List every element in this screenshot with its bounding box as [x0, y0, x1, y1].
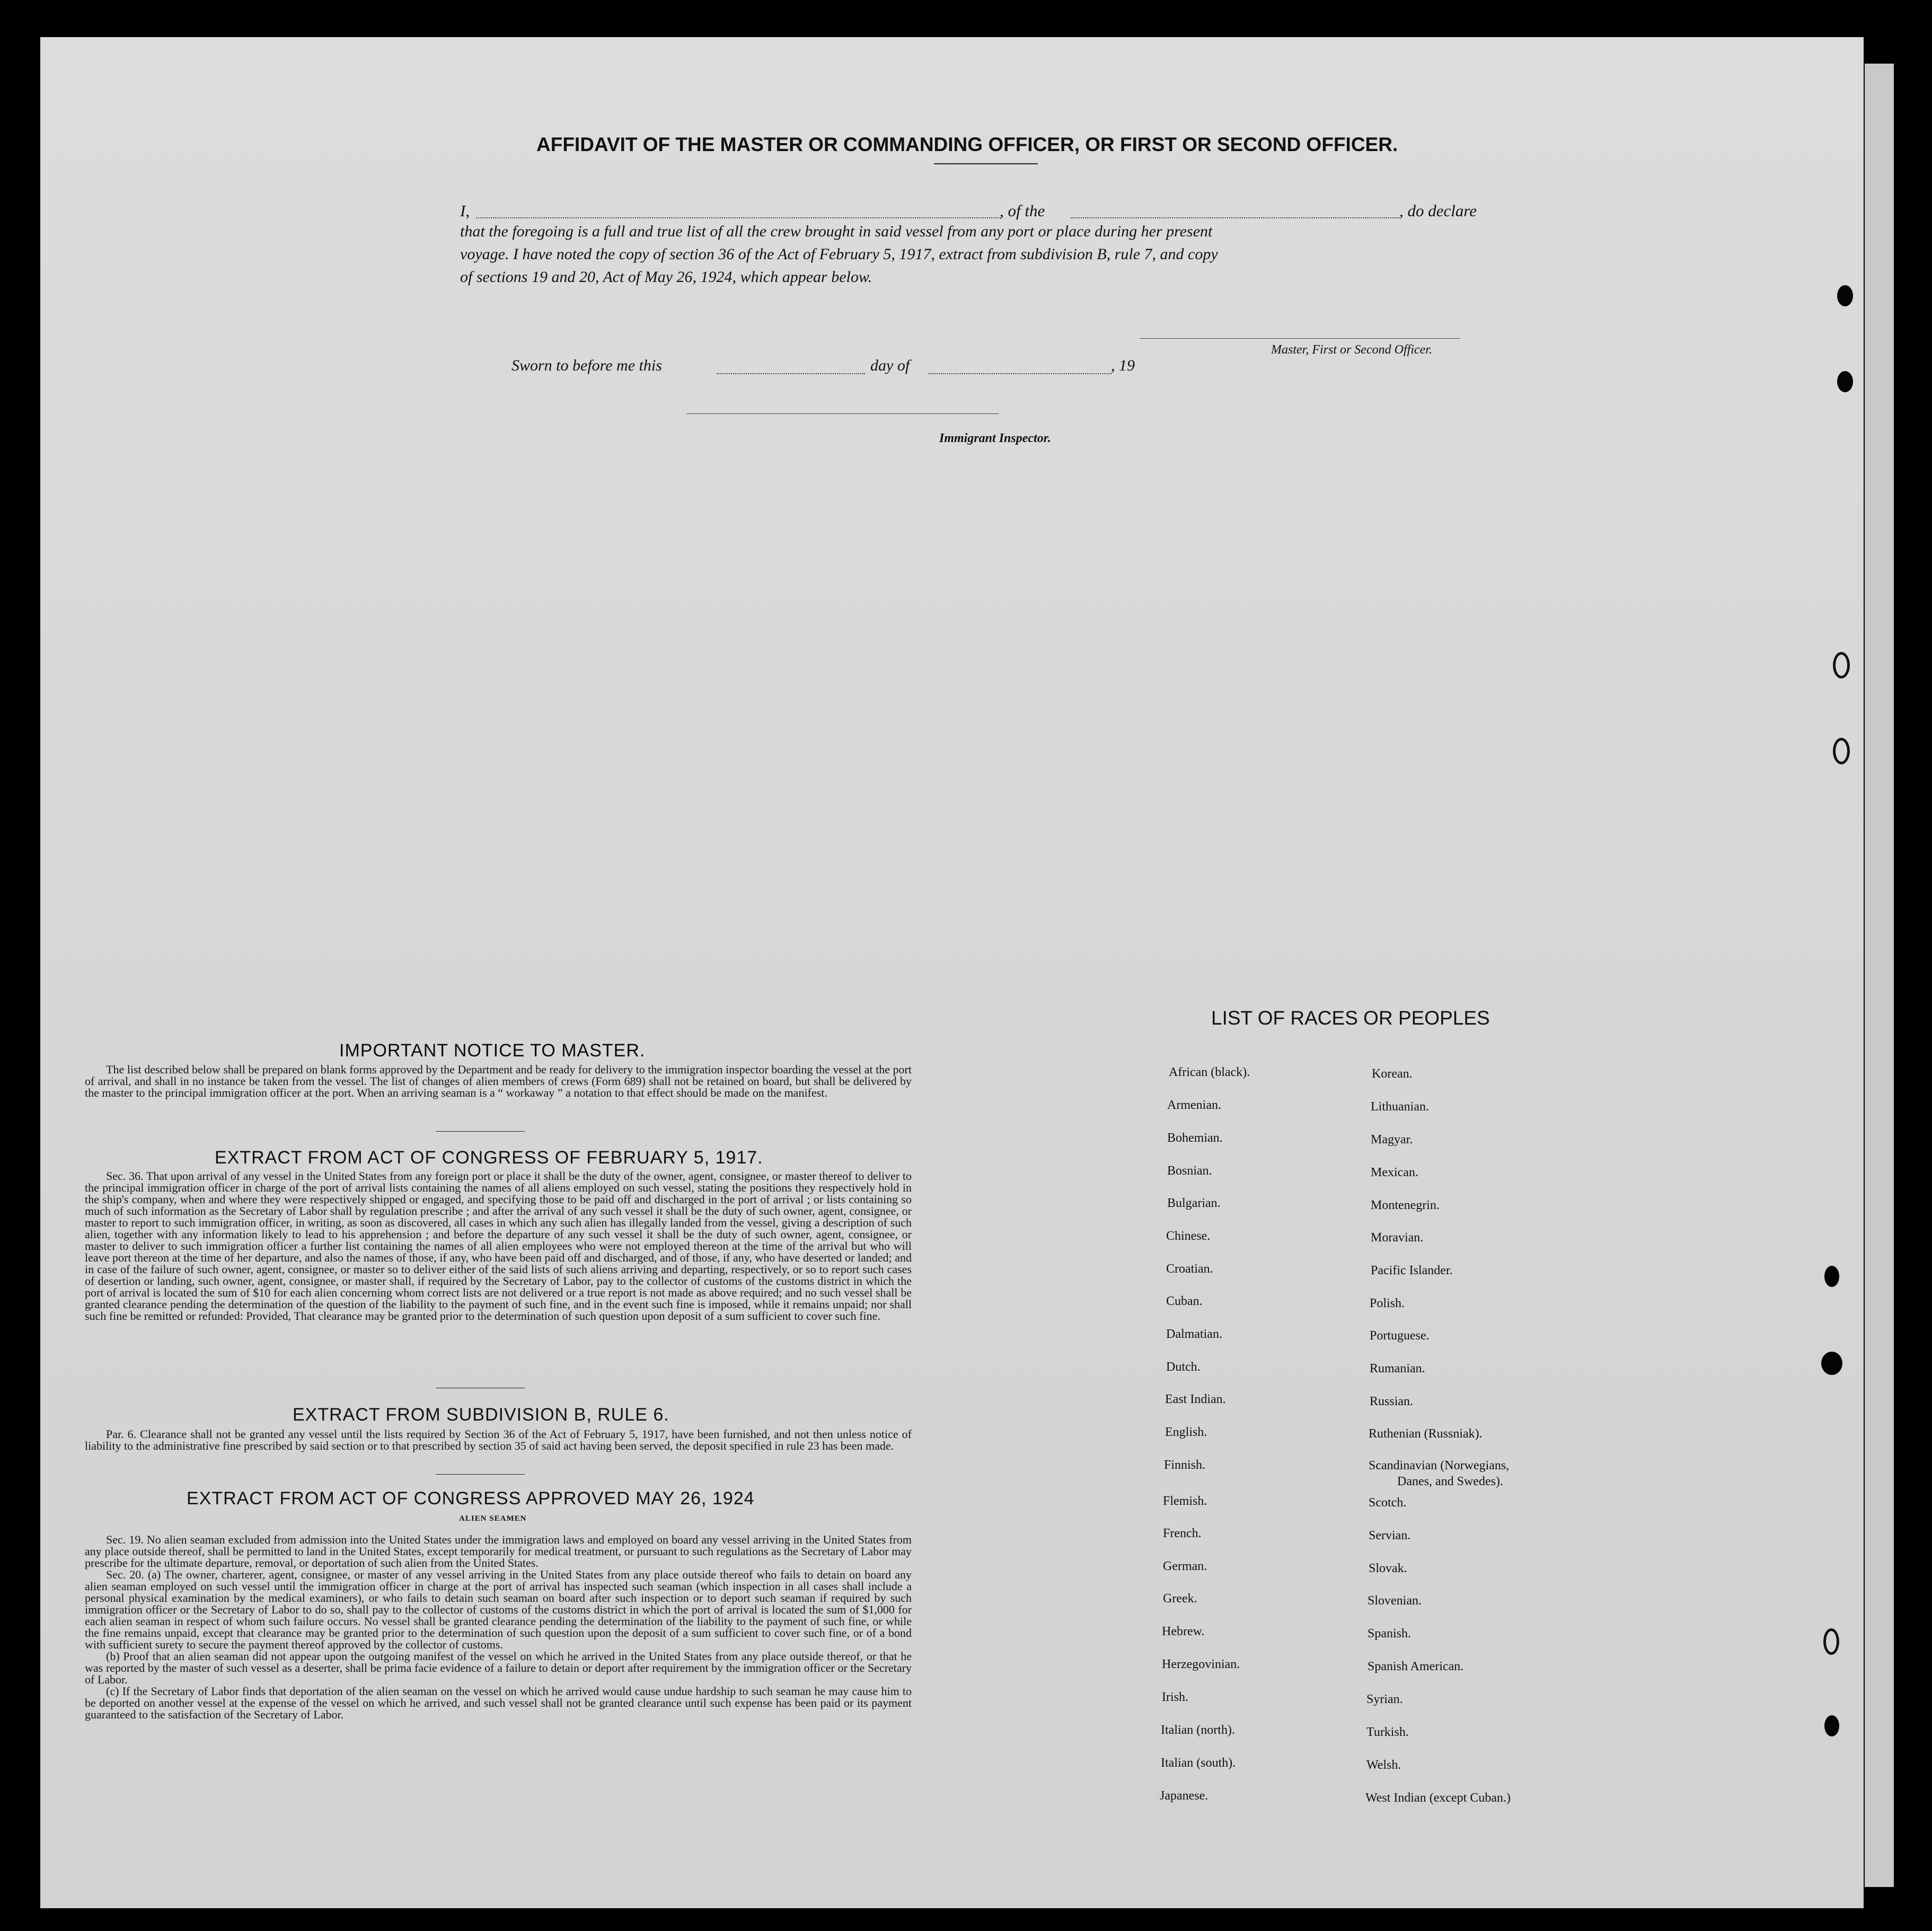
punch-hole — [1837, 371, 1853, 392]
master-signature-line[interactable] — [1140, 338, 1460, 339]
race-left-item: Bohemian. — [1167, 1131, 1223, 1145]
sworn-day-blank[interactable] — [717, 373, 865, 375]
races-title: LIST OF RACES OR PEOPLES — [1211, 1007, 1490, 1029]
race-right-item: West Indian (except Cuban.) — [1365, 1791, 1511, 1805]
declaration-line-3: of sections 19 and 20, Act of May 26, 1924, which appear below. — [460, 268, 872, 286]
race-left-item: Cuban. — [1166, 1294, 1203, 1308]
race-right-item: Welsh. — [1366, 1758, 1401, 1772]
race-left-item: English. — [1165, 1425, 1207, 1439]
race-right-item: Slovenian. — [1368, 1594, 1422, 1608]
declaration-line-2: voyage. I have noted the copy of section 36 of the Act of February 5, 1917, extract from subdivision B, rule 7, and copy — [460, 245, 1218, 263]
notice-paragraph: The list described below shall be prepared on blank forms approved by the Department and be ready for delivery to the immigration inspector boarding the vessel at the port of arrival, and shall in no instance be taken from the vessel. The list of changes of alien members of crews (Form 689) shall not be retained on board, but shall be delivered by the master to the principal immigration officer at the port. When an arriving seaman is a “ workaway ” a notation to that effect should be made on the manifest. — [85, 1063, 912, 1099]
race-right-item: Pacific Islander. — [1371, 1264, 1453, 1277]
alien-seamen-subtitle: ALIEN SEAMEN — [459, 1514, 527, 1523]
extract-1924-title: EXTRACT FROM ACT OF CONGRESS APPROVED MAY 26, 1924 — [187, 1488, 755, 1509]
race-right-item: Spanish. — [1368, 1627, 1411, 1641]
notice-divider — [436, 1131, 525, 1132]
extract-rule6-title: EXTRACT FROM SUBDIVISION B, RULE 6. — [293, 1405, 669, 1425]
race-left-item: Flemish. — [1163, 1494, 1207, 1508]
race-right-item: Scandinavian (Norwegians, — [1369, 1459, 1510, 1473]
extract-1917-title: EXTRACT FROM ACT OF CONGRESS OF FEBRUARY 5, 1917. — [215, 1148, 763, 1168]
race-left-item: Dutch. — [1166, 1360, 1201, 1374]
day-of-label: day of — [870, 357, 910, 374]
race-left-item: Armenian. — [1167, 1098, 1221, 1112]
race-left-item: Dalmatian. — [1166, 1327, 1222, 1341]
inspector-label: Immigrant Inspector. — [939, 431, 1051, 445]
sec-20a-paragraph: Sec. 20. (a) The owner, charterer, agent, consignee, or master of any vessel arriving in the United States from any place outside thereof who fails to detain on board any alien seaman employed on such vessel until the immigration officer in charge at the port of arrival has inspected such seaman (which inspection in all cases shall include a personal physical examination by the medical examiners), or who fails to detain such seaman on board after such inspection or to deport such seaman if required by such immigration officer or the Secretary of Labor to do so, shall pay to the collector of customs of the customs district in which the port of arrival is located the sum of $1,000 for each alien seaman in respect of whom such failure occurs. No vessel shall be granted clearance pending the determination of the liability to the payment of such fine, or while the fine remains unpaid, except that clearance may be granted prior to the determination of such question upon the deposit of a sum sufficient to cover such fine, or of a bond with sufficient surety to secure the payment thereof approved by the collector of customs. — [85, 1568, 912, 1651]
race-right-item: Moravian. — [1371, 1231, 1424, 1245]
race-right-item: Syrian. — [1366, 1692, 1403, 1706]
punch-hole — [1823, 1628, 1839, 1655]
bleed-through-header — [297, 127, 310, 162]
race-left-item: German. — [1163, 1559, 1207, 1573]
notice-title: IMPORTANT NOTICE TO MASTER. — [339, 1041, 646, 1061]
vessel-name-blank[interactable] — [1071, 217, 1399, 219]
punch-hole — [1821, 1352, 1842, 1375]
race-right-item: Danes, and Swedes). — [1397, 1475, 1503, 1488]
race-right-item: Rumanian. — [1370, 1362, 1425, 1375]
sworn-label: Sworn to before me this — [511, 357, 662, 374]
race-left-item: Irish. — [1162, 1690, 1188, 1704]
master-name-blank[interactable] — [476, 217, 1001, 219]
race-right-item: Slovak. — [1369, 1562, 1407, 1575]
punch-hole — [1833, 738, 1850, 764]
sec-20c-paragraph: (c) If the Secretary of Labor finds that deportation of the alien seaman on the vessel on which he arrived would cause undue hardship to such seaman he may cause him to be deported on another vessel at the expense of the vessel on which he arrived, and such vessel shall not be granted clearance until such expense has been paid or its payment guaranteed to the satisfaction of the Secretary of Labor. — [85, 1685, 912, 1721]
race-left-item: Chinese. — [1166, 1229, 1211, 1243]
sworn-year-label: , 19 — [1111, 357, 1135, 374]
race-left-item: Japanese. — [1160, 1789, 1208, 1803]
race-left-item: Finnish. — [1164, 1458, 1206, 1472]
affidavit-of-the-label: , of the — [1000, 201, 1045, 220]
race-left-item: Greek. — [1163, 1592, 1197, 1606]
race-left-item: Italian (north). — [1161, 1723, 1235, 1737]
affidavit-declare-label: , do declare — [1399, 201, 1477, 220]
sec-19-paragraph: Sec. 19. No alien seaman excluded from admission into the United States under the immigration laws and employed on board any vessel arriving in the United States from any place outside thereof, shall be permitted to land in the United States, except temporarily for medical treatment, or pursuant to such regulations as the Secretary of Labor may prescribe for the ultimate departure, removal, or deportation of such alien from the United States. — [85, 1533, 912, 1570]
race-right-item: Portuguese. — [1370, 1329, 1430, 1343]
sworn-month-blank[interactable] — [929, 373, 1111, 375]
punch-hole — [1833, 652, 1850, 678]
race-right-item: Lithuanian. — [1371, 1100, 1429, 1114]
punch-hole — [1824, 1266, 1839, 1287]
race-right-item: Magyar. — [1371, 1133, 1413, 1147]
race-left-item: Bulgarian. — [1167, 1196, 1221, 1210]
race-right-item: Ruthenian (Russniak). — [1369, 1427, 1483, 1441]
race-right-item: Scotch. — [1369, 1496, 1407, 1510]
race-right-item: Montenegrin. — [1371, 1198, 1440, 1212]
par-6-paragraph: Par. 6. Clearance shall not be granted any vessel until the lists required by Section 36 of the Act of February 5, 1917, have been furnished, and not then unless notice of liability to the administrative fine prescribed by said section or to that prescribed by section 35 of said act having been served, the deposit specified in rule 23 has been made. — [85, 1427, 912, 1452]
race-left-item: Herzegovinian. — [1162, 1657, 1240, 1671]
race-right-item: Korean. — [1372, 1067, 1413, 1081]
race-left-item: Croatian. — [1166, 1262, 1213, 1276]
inspector-signature-line[interactable] — [686, 413, 999, 415]
race-left-item: French. — [1163, 1527, 1202, 1540]
section-36-paragraph: Sec. 36. That upon arrival of any vessel in the United States from any foreign port or place it shall be the duty of the owner, agent, consignee, or master thereof to deliver to the principal immigration officer in charge of the port of arrival lists containing the names of all aliens employed on such vessel, stating the positions they respectively hold in the ship's company, when and where they were respectively shipped or engaged, and specifying those to be paid off and discharged in the port of arrival ; or lists containing so much of such information as the Secretary of Labor shall by regulation prescribe ; and after the arrival of any such vessel it shall be the duty of such owner, agent, consignee, or master to report to such immigration officer, in writing, as soon as discovered, all cases in which any such alien has illegally landed from the vessel, giving a description of such alien, together with any information likely to lead to his apprehension ; and before the departure of any such vessel it shall be the duty of such owner, agent, consignee, or master to deliver to such immigration officer a further list containing the names of all alien employees who were not employed thereon at the time of the arrival but who will leave port thereon at the time of her departure, and also the names of those, if any, who have been paid off and discharged, and of those, if any, who have deserted or landed; and in case of the failure of such owner, agent, consignee, or master so to deliver either of the said lists of such aliens arriving and departing, respectively, or so to report such cases of desertion or landing, such owner, agent, consignee, or master shall, if required by the Secretary of Labor, pay to the collector of customs of the customs district in which the port of arrival is located the sum of $10 for each alien concerning whom correct lists are not delivered or a true report is not made as above required; and no such vessel shall be granted clearance pending the determination of the question of the liability to the payment of such fine, and in the event such fine is imposed, while it remains unpaid; nor shall such fine be remitted or refunded: Provided, That clearance may be granted prior to the determination of such question upon deposit of a sum sufficient to cover such fine. — [85, 1169, 912, 1322]
race-right-item: Mexican. — [1371, 1166, 1418, 1179]
page-edge-tab — [1865, 64, 1894, 1887]
sec-20b-paragraph: (b) Proof that an alien seaman did not appear upon the outgoing manifest of the vessel on which he arrived in the United States from any place outside thereof, or that he was reported by the master of such vessel as a deserter, shall be prima facie evidence of a failure to detain or deport after requirement by the immigration officer or the Secretary of Labor. — [85, 1650, 912, 1686]
race-left-item: Italian (south). — [1161, 1756, 1236, 1770]
declaration-line-1: that the foregoing is a full and true list of all the crew brought in said vessel from any port or place during her present — [460, 223, 1213, 240]
race-right-item: Spanish American. — [1368, 1660, 1464, 1673]
affidavit-title: AFFIDAVIT OF THE MASTER OR COMMANDING OFFICER, OR FIRST OR SECOND OFFICER. — [536, 134, 1398, 155]
race-left-item: African (black). — [1169, 1065, 1250, 1079]
race-left-item: Hebrew. — [1162, 1625, 1205, 1638]
extract-rule6-divider — [436, 1474, 525, 1475]
race-right-item: Turkish. — [1366, 1725, 1409, 1739]
notice-text — [85, 1064, 912, 1099]
extract-1917-text — [85, 1170, 912, 1322]
master-signature-label: Master, First or Second Officer. — [1271, 343, 1432, 357]
race-left-item: Bosnian. — [1167, 1164, 1212, 1178]
race-right-item: Russian. — [1370, 1395, 1414, 1408]
race-right-item: Polish. — [1370, 1297, 1405, 1310]
race-right-item: Servian. — [1369, 1529, 1411, 1542]
race-left-item: East Indian. — [1165, 1392, 1226, 1406]
affidavit-i-label: I, — [460, 201, 470, 220]
extract-rule6-text — [85, 1429, 912, 1452]
title-divider — [934, 163, 1038, 164]
punch-hole — [1824, 1715, 1839, 1736]
extract-1924-text — [85, 1534, 912, 1721]
punch-hole — [1837, 285, 1853, 306]
